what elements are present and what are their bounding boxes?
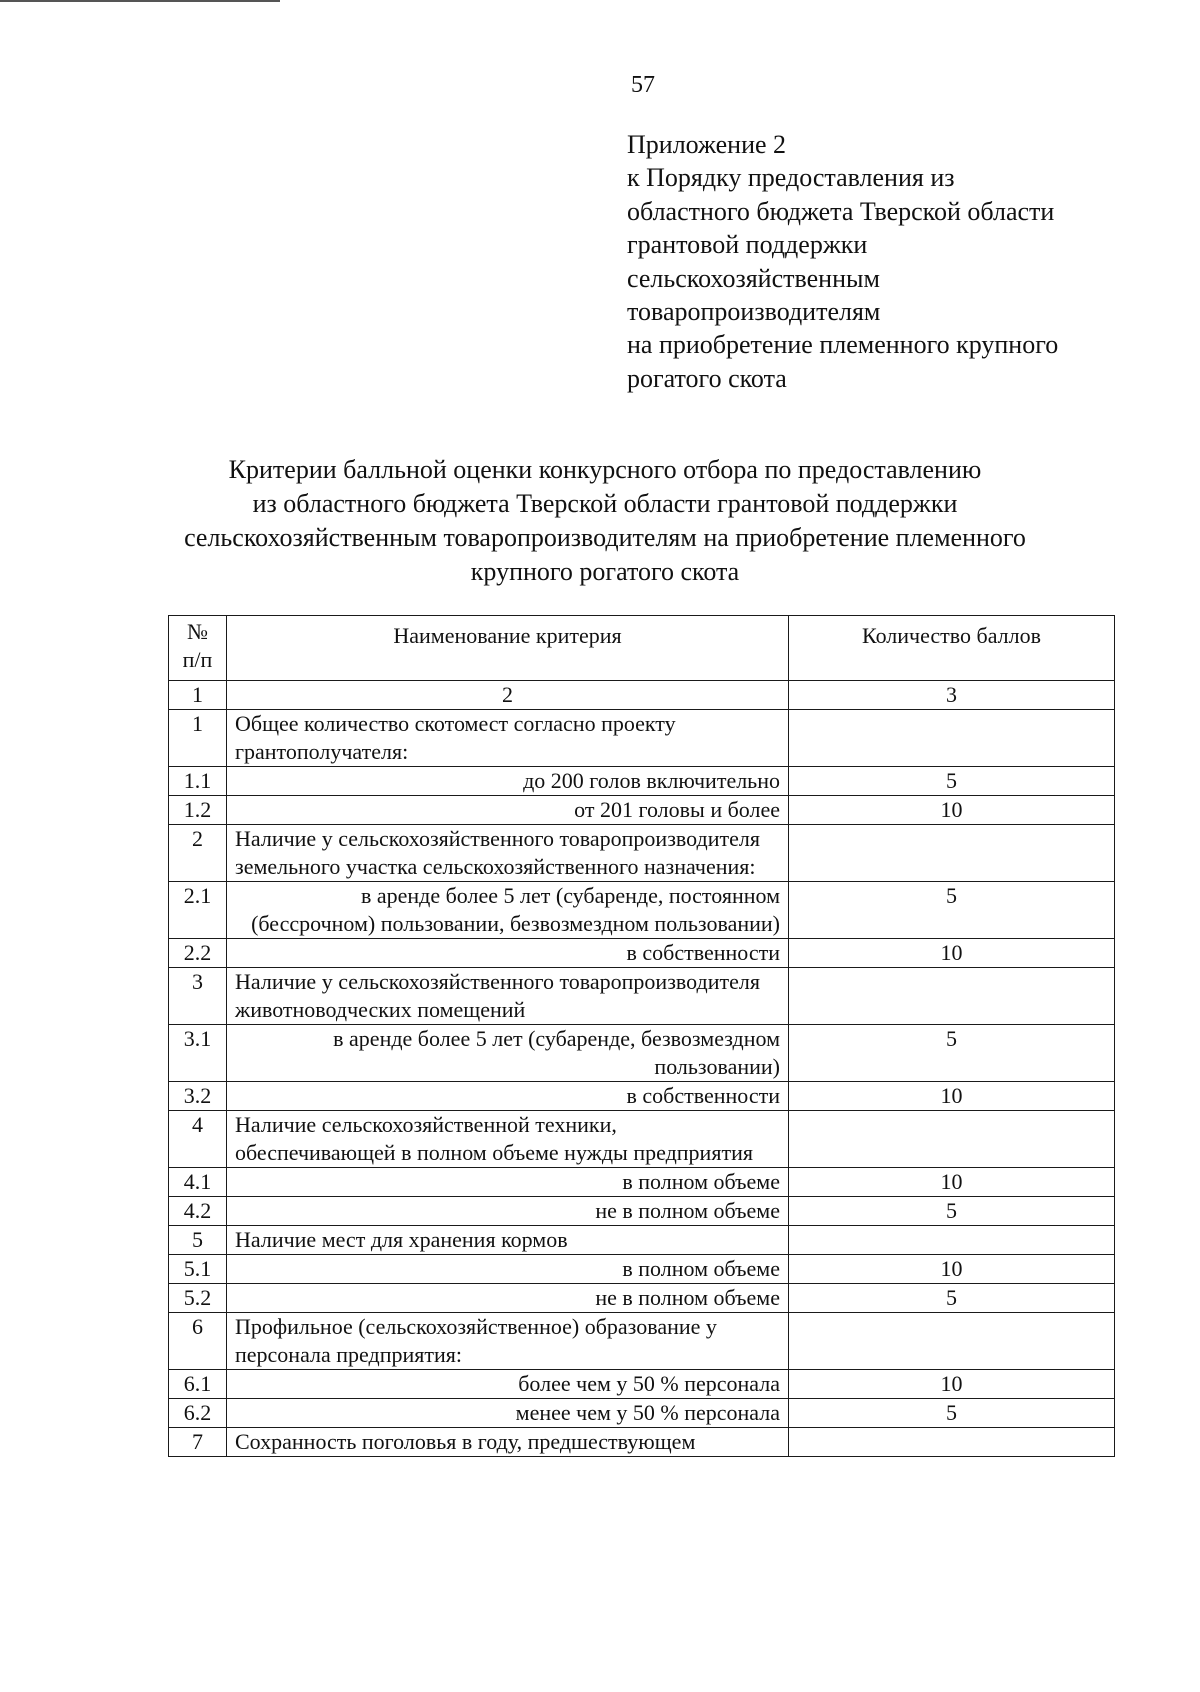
row-points <box>789 1313 1115 1370</box>
table-row <box>169 1025 1115 1082</box>
appendix-line: сельскохозяйственным <box>627 263 880 293</box>
title-line: Критерии балльной оценки конкурсного отбора по предоставлению <box>228 455 982 484</box>
table-row <box>169 1313 1115 1370</box>
row-points: 5 <box>789 1399 1115 1428</box>
header-num: № п/п <box>169 616 227 681</box>
table-row <box>169 1370 1115 1399</box>
row-criterion: до 200 голов включительно <box>227 767 789 796</box>
row-num: 4.2 <box>169 1197 227 1226</box>
row-criterion: в полном объеме <box>227 1168 789 1197</box>
header-points: Количество баллов <box>789 616 1115 681</box>
row-num: 2.1 <box>169 882 227 939</box>
table-row <box>169 1255 1115 1284</box>
row-criterion: в собственности <box>227 939 789 968</box>
table-row <box>169 767 1115 796</box>
table-row <box>169 1428 1115 1457</box>
row-criterion: Наличие мест для хранения кормов <box>227 1226 789 1255</box>
row-points: 10 <box>789 1168 1115 1197</box>
title-line: из областного бюджета Тверской области грантовой поддержки <box>252 489 958 518</box>
row-points <box>789 1428 1115 1457</box>
row-criterion: Наличие у сельскохозяйственного товаропроизводителя животноводческих помещений <box>227 968 789 1025</box>
row-points: 5 <box>789 1025 1115 1082</box>
table-row <box>169 1226 1115 1255</box>
table-header-row <box>169 616 1115 681</box>
appendix-line: на приобретение племенного крупного <box>627 330 1059 360</box>
row-points: 10 <box>789 796 1115 825</box>
row-num: 6.2 <box>169 1399 227 1428</box>
row-criterion: от 201 головы и более <box>227 796 789 825</box>
row-criterion: Наличие сельскохозяйственной техники, обеспечивающей в полном объеме нужды предприятия <box>227 1111 789 1168</box>
row-criterion: не в полном объеме <box>227 1197 789 1226</box>
row-criterion: Наличие у сельскохозяйственного товаропроизводителя земельного участка сельскохозяйственного назначения: <box>227 825 789 882</box>
table-row <box>169 1399 1115 1428</box>
appendix-line: грантовой поддержки <box>627 230 868 260</box>
scan-edge-mark <box>0 0 280 2</box>
column-index-row <box>169 681 1115 710</box>
row-num: 4.1 <box>169 1168 227 1197</box>
row-num: 3.1 <box>169 1025 227 1082</box>
row-num: 4 <box>169 1111 227 1168</box>
row-criterion: Сохранность поголовья в году, предшествующем <box>227 1428 789 1457</box>
row-points: 10 <box>789 1082 1115 1111</box>
col-index-1: 1 <box>169 681 227 710</box>
row-num: 6.1 <box>169 1370 227 1399</box>
row-criterion: Общее количество скотомест согласно проекту грантополучателя: <box>227 710 789 767</box>
row-num: 5.1 <box>169 1255 227 1284</box>
document-title <box>140 453 1070 589</box>
row-num: 1.1 <box>169 767 227 796</box>
col-index-3: 3 <box>789 681 1115 710</box>
appendix-line: Приложение 2 <box>627 130 787 159</box>
table-row <box>169 1082 1115 1111</box>
row-points <box>789 825 1115 882</box>
table-row <box>169 796 1115 825</box>
row-points: 5 <box>789 1197 1115 1226</box>
row-criterion: не в полном объеме <box>227 1284 789 1313</box>
row-num: 3.2 <box>169 1082 227 1111</box>
row-points <box>789 710 1115 767</box>
row-num: 1 <box>169 710 227 767</box>
row-points <box>789 1226 1115 1255</box>
appendix-line: рогатого скота <box>627 363 787 393</box>
row-points: 5 <box>789 882 1115 939</box>
row-num: 2.2 <box>169 939 227 968</box>
table-row <box>169 939 1115 968</box>
appendix-line: товаропроизводителям <box>627 297 881 327</box>
title-line: сельскохозяйственным товаропроизводителям на приобретение племенного <box>184 523 1026 552</box>
appendix-line: областного бюджета Тверской области <box>627 196 1055 226</box>
row-num: 3 <box>169 968 227 1025</box>
row-num: 7 <box>169 1428 227 1457</box>
table-row <box>169 1284 1115 1313</box>
criteria-table <box>168 615 1115 1457</box>
row-criterion: в собственности <box>227 1082 789 1111</box>
row-points: 10 <box>789 1370 1115 1399</box>
table-row <box>169 825 1115 882</box>
header-name: Наименование критерия <box>227 616 789 681</box>
table-row <box>169 1197 1115 1226</box>
table-row <box>169 882 1115 939</box>
row-criterion: в аренде более 5 лет (субаренде, безвозмездном пользовании) <box>227 1025 789 1082</box>
row-points <box>789 968 1115 1025</box>
appendix-line: к Порядку предоставления из <box>627 163 955 193</box>
row-num: 5.2 <box>169 1284 227 1313</box>
table-row <box>169 1111 1115 1168</box>
row-criterion: менее чем у 50 % персонала <box>227 1399 789 1428</box>
row-criterion: более чем у 50 % персонала <box>227 1370 789 1399</box>
row-points <box>789 1111 1115 1168</box>
title-line: крупного рогатого скота <box>470 557 740 586</box>
table-row <box>169 1168 1115 1197</box>
col-index-2: 2 <box>227 681 789 710</box>
row-criterion: в аренде более 5 лет (субаренде, постоянном (бессрочном) пользовании, безвозмездном пользовании) <box>227 882 789 939</box>
row-num: 1.2 <box>169 796 227 825</box>
table-row <box>169 968 1115 1025</box>
appendix-header <box>627 128 1127 395</box>
row-num: 6 <box>169 1313 227 1370</box>
row-num: 2 <box>169 825 227 882</box>
row-criterion: Профильное (сельскохозяйственное) образование у персонала предприятия: <box>227 1313 789 1370</box>
row-points: 5 <box>789 767 1115 796</box>
row-num: 5 <box>169 1226 227 1255</box>
row-points: 5 <box>789 1284 1115 1313</box>
row-points: 10 <box>789 1255 1115 1284</box>
page-number: 57 <box>631 72 655 98</box>
row-points: 10 <box>789 939 1115 968</box>
table-row <box>169 710 1115 767</box>
row-criterion: в полном объеме <box>227 1255 789 1284</box>
